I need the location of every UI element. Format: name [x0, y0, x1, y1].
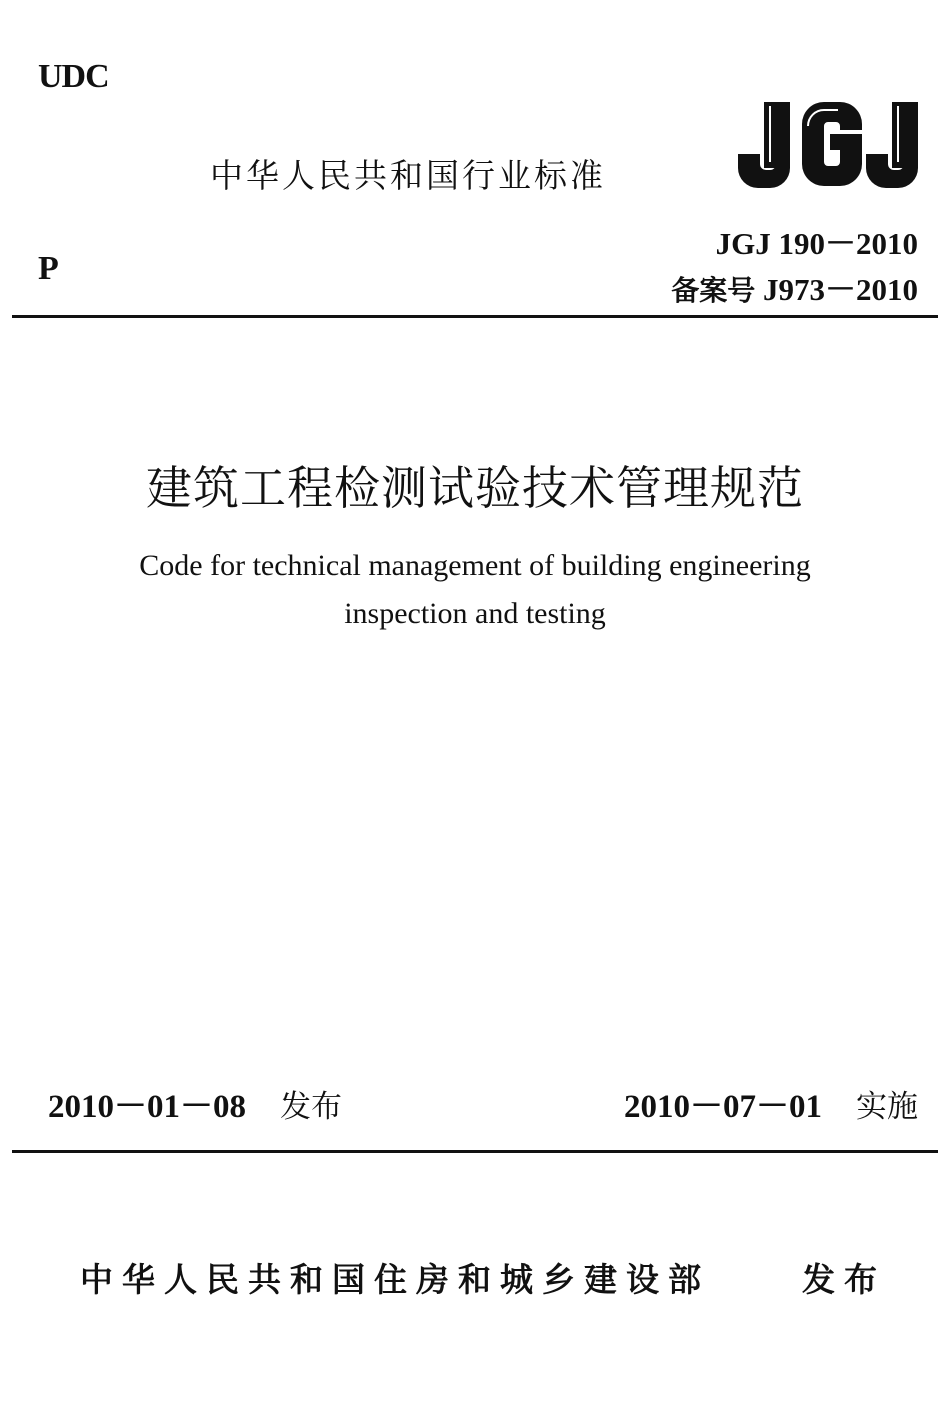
top-divider [12, 315, 938, 318]
udc-label: UDC [38, 58, 109, 95]
record-number-value: J973－2010 [763, 272, 918, 307]
issue-label: 发布 [280, 1089, 342, 1125]
issue-date: 2010－01－08 [48, 1089, 246, 1125]
bottom-divider [12, 1150, 938, 1153]
implementation-date-block [624, 1080, 918, 1127]
issue-date-block [48, 1080, 342, 1127]
jgj-logo [736, 96, 921, 192]
implementation-label: 实施 [856, 1089, 918, 1125]
jgj-logo-icon [736, 96, 921, 192]
document-title-chinese: 建筑工程检测试验技术管理规范 [146, 461, 804, 515]
classification-code: P [38, 250, 59, 287]
english-title-line-2: inspection and testing [344, 597, 606, 630]
publisher-label: 发布 [802, 1260, 886, 1299]
record-number [671, 264, 918, 309]
document-title-english [50, 542, 900, 638]
standard-number: JGJ 190－2010 [715, 226, 918, 261]
english-title-line-1: Code for technical management of building engineering [139, 549, 811, 582]
publisher-name: 中华人民共和国住房和城乡建设部 [80, 1260, 710, 1299]
record-number-label: 备案号 [671, 274, 756, 307]
industry-standard-heading: 中华人民共和国行业标准 [210, 156, 606, 195]
implementation-date: 2010－07－01 [624, 1089, 822, 1125]
